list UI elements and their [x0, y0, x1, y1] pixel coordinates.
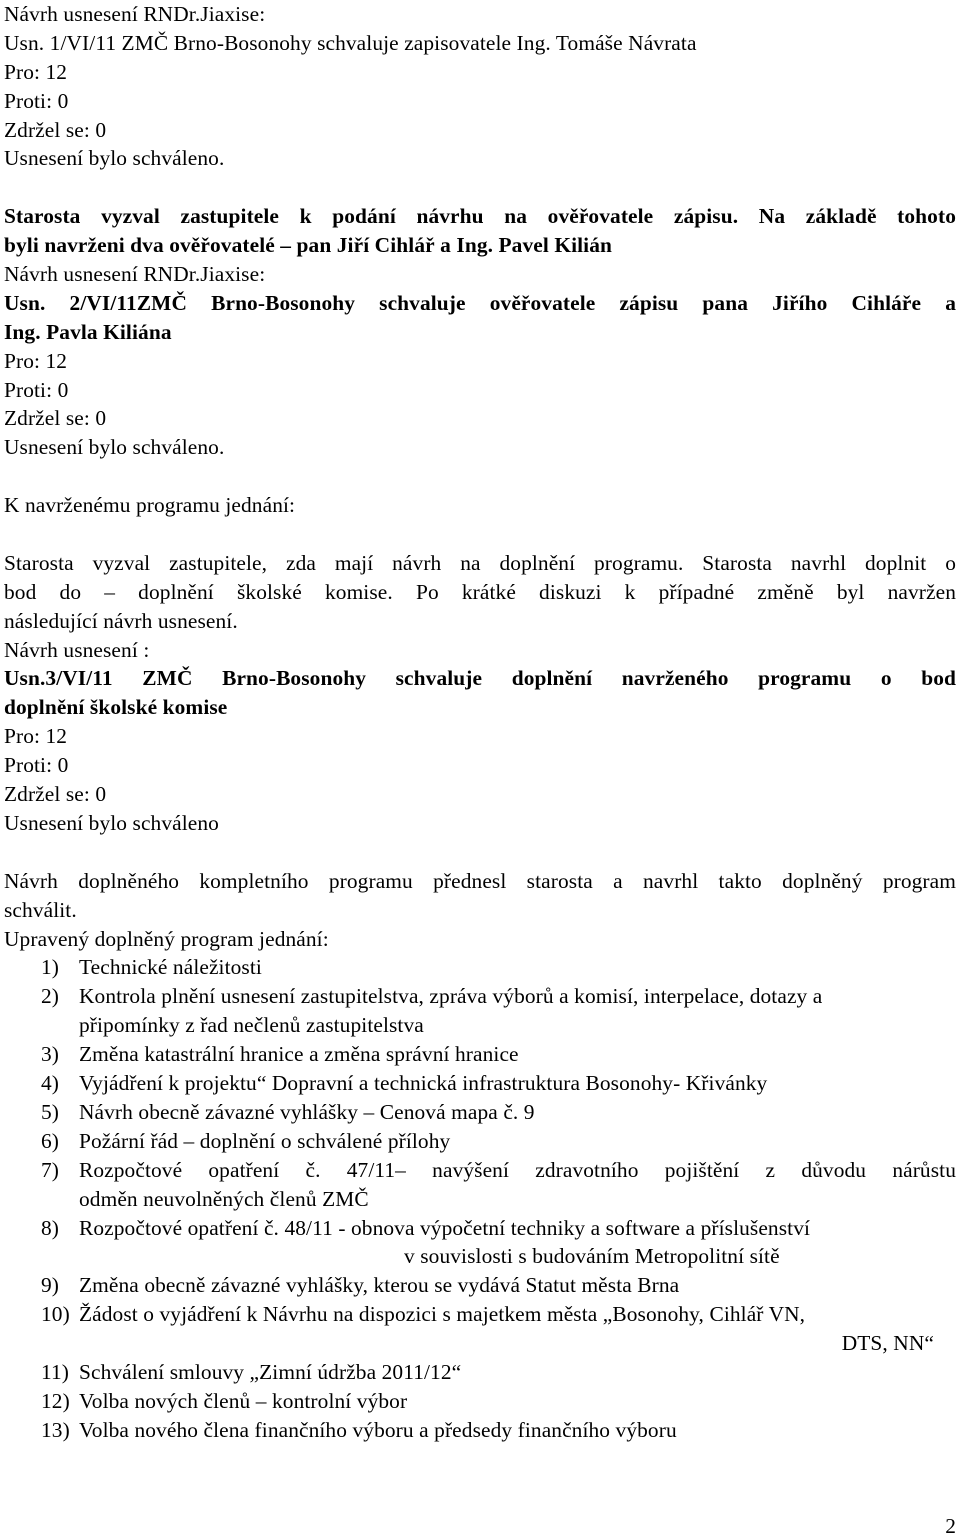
document-page — [4, 0, 956, 1445]
agenda-item — [4, 1156, 956, 1214]
agenda-item-line: Požární řád – doplnění o schválené přílohy — [79, 1128, 451, 1153]
agenda-item-line: Technické náležitosti — [79, 955, 262, 980]
resolution-text: doplnění školské komise — [4, 695, 228, 720]
agenda-item-number: 7) — [41, 1157, 60, 1182]
agenda-item — [4, 1300, 956, 1358]
agenda-item-number: 1) — [41, 955, 60, 980]
agenda-item-text — [79, 1214, 956, 1272]
agenda-item-line: Volba nového člena finančního výboru a předsedy finančního výboru — [79, 1417, 677, 1442]
vote-for: Pro: 12 — [4, 724, 68, 749]
resolution-text: Usn. 2/VI/11ZMČ Brno-Bosonohy schvaluje ověřovatele zápisu pana Jiřího Cihláře a — [4, 290, 956, 315]
vote-result: Usnesení bylo schváleno. — [4, 146, 225, 171]
agenda-item-number: 4) — [41, 1071, 60, 1096]
agenda-item-line: Vyjádření k projektu“ Dopravní a technická infrastruktura Bosonohy- Křivánky — [79, 1071, 768, 1096]
agenda-item-text — [79, 1156, 956, 1214]
vote-abstain: Zdržel se: 0 — [4, 782, 107, 807]
agenda-item — [4, 982, 956, 1040]
agenda-item — [4, 1358, 956, 1387]
agenda-item — [4, 953, 956, 982]
agenda-item-text — [79, 1127, 956, 1156]
agenda-item-text — [79, 1300, 956, 1358]
vote-abstain: Zdržel se: 0 — [4, 117, 107, 142]
agenda-item-line: Kontrola plnění usnesení zastupitelstva, zpráva výborů a komisí, interpelace, dotazy a — [79, 984, 823, 1009]
paragraph-line: Návrh doplněného kompletního programu přednesl starosta a navrhl takto doplněný program — [4, 868, 956, 893]
spacer — [4, 462, 956, 491]
vote-result: Usnesení bylo schváleno. — [4, 435, 225, 460]
agenda-item-number: 8) — [41, 1215, 60, 1240]
vote-for: Pro: 12 — [4, 59, 68, 84]
proposal-line: Návrh usnesení RNDr.Jiaxise: — [4, 2, 266, 26]
agenda-item — [4, 1098, 956, 1127]
vote-against: Proti: 0 — [4, 753, 69, 778]
agenda-item-line: Změna katastrální hranice a změna správní hranice — [79, 1042, 519, 1067]
paragraph-line: schválit. — [4, 897, 77, 922]
vote-abstain: Zdržel se: 0 — [4, 406, 107, 431]
agenda-item-text — [79, 1098, 956, 1127]
agenda-item-text — [79, 982, 956, 1040]
agenda-item-line: Žádost o vyjádření k Návrhu na dispozici s majetkem města „Bosonohy, Cihlář VN, — [79, 1302, 806, 1327]
agenda-item-line: v souvislosti s budováním Metropolitní sítě — [404, 1244, 780, 1269]
agenda-item-line: odměn neuvolněných členů ZMČ — [79, 1186, 369, 1211]
agenda-item-line: Změna obecně závazné vyhlášky, kterou se vydává Statut města Brna — [79, 1273, 680, 1298]
agenda-item-number: 5) — [41, 1099, 60, 1124]
agenda-item-number: 2) — [41, 984, 60, 1009]
vote-result: Usnesení bylo schváleno — [4, 810, 219, 835]
agenda-item-line: Rozpočtové opatření č. 48/11 - obnova výpočetní techniky a software a příslušenství — [79, 1215, 811, 1240]
agenda-item-line: připomínky z řad nečlenů zastupitelstva — [79, 1013, 424, 1038]
intro-paragraph-line: Starosta vyzval zastupitele k podání návrhu na ověřovatele zápisu. Na základě tohoto — [4, 204, 956, 229]
agenda-item-number: 9) — [41, 1273, 60, 1298]
spacer — [4, 520, 956, 549]
agenda-item — [4, 1040, 956, 1069]
agenda-item-number: 3) — [41, 1042, 60, 1067]
agenda-item — [4, 1387, 956, 1416]
agenda-item-number: 6) — [41, 1128, 60, 1153]
spacer — [4, 173, 956, 202]
paragraph-line: bod do – doplnění školské komise. Po krátké diskuzi k případné změně byl navržen — [4, 579, 956, 604]
resolution-text: Ing. Pavla Kiliána — [4, 319, 172, 344]
proposal-line: Návrh usnesení : — [4, 637, 150, 662]
agenda-item — [4, 1127, 956, 1156]
agenda-item — [4, 1271, 956, 1300]
agenda-list — [4, 953, 956, 1444]
paragraph-line: následující návrh usnesení. — [4, 608, 238, 633]
page-number: 2 — [945, 1514, 956, 1538]
agenda-item-text — [79, 1069, 956, 1098]
agenda-item-line: Volba nových členů – kontrolní výbor — [79, 1388, 408, 1413]
agenda-item-number: 11) — [41, 1360, 70, 1385]
vote-against: Proti: 0 — [4, 377, 69, 402]
agenda-heading: Upravený doplněný program jednání: — [4, 926, 329, 951]
section-heading: K navrženému programu jednání: — [4, 493, 296, 518]
agenda-item — [4, 1416, 956, 1445]
agenda-item-number: 13) — [41, 1417, 70, 1442]
vote-against: Proti: 0 — [4, 88, 69, 113]
resolution-text: Usn. 1/VI/11 ZMČ Brno-Bosonohy schvaluje zapisovatele Ing. Tomáše Návrata — [4, 30, 697, 55]
agenda-item-text — [79, 953, 956, 982]
agenda-item — [4, 1069, 956, 1098]
agenda-item-text — [79, 1040, 956, 1069]
intro-paragraph-line: byli navrženi dva ověřovatelé – pan Jiří Cihlář a Ing. Pavel Kilián — [4, 233, 613, 258]
resolution-text: Usn.3/VI/11 ZMČ Brno-Bosonohy schvaluje doplnění navrženého programu o bod — [4, 666, 956, 691]
agenda-item-text — [79, 1416, 956, 1445]
agenda-item-line: Návrh obecně závazné vyhlášky – Cenová mapa č. 9 — [79, 1099, 535, 1124]
agenda-item-line: DTS, NN“ — [841, 1331, 934, 1356]
spacer — [4, 838, 956, 867]
paragraph-line: Starosta vyzval zastupitele, zda mají návrh na doplnění programu. Starosta navrhl doplnit o — [4, 550, 956, 575]
agenda-item-text — [79, 1387, 956, 1416]
agenda-item-text — [79, 1358, 956, 1387]
agenda-item-number: 12) — [41, 1388, 70, 1413]
agenda-item-number: 10) — [41, 1302, 70, 1327]
agenda-item-line: Rozpočtové opatření č. 47/11– navýšení zdravotního pojištění z důvodu nárůstu — [79, 1157, 956, 1182]
vote-for: Pro: 12 — [4, 348, 68, 373]
proposal-line: Návrh usnesení RNDr.Jiaxise: — [4, 262, 266, 287]
agenda-item-text — [79, 1271, 956, 1300]
agenda-item — [4, 1214, 956, 1272]
agenda-item-line: Schválení smlouvy „Zimní údržba 2011/12“ — [79, 1360, 462, 1385]
